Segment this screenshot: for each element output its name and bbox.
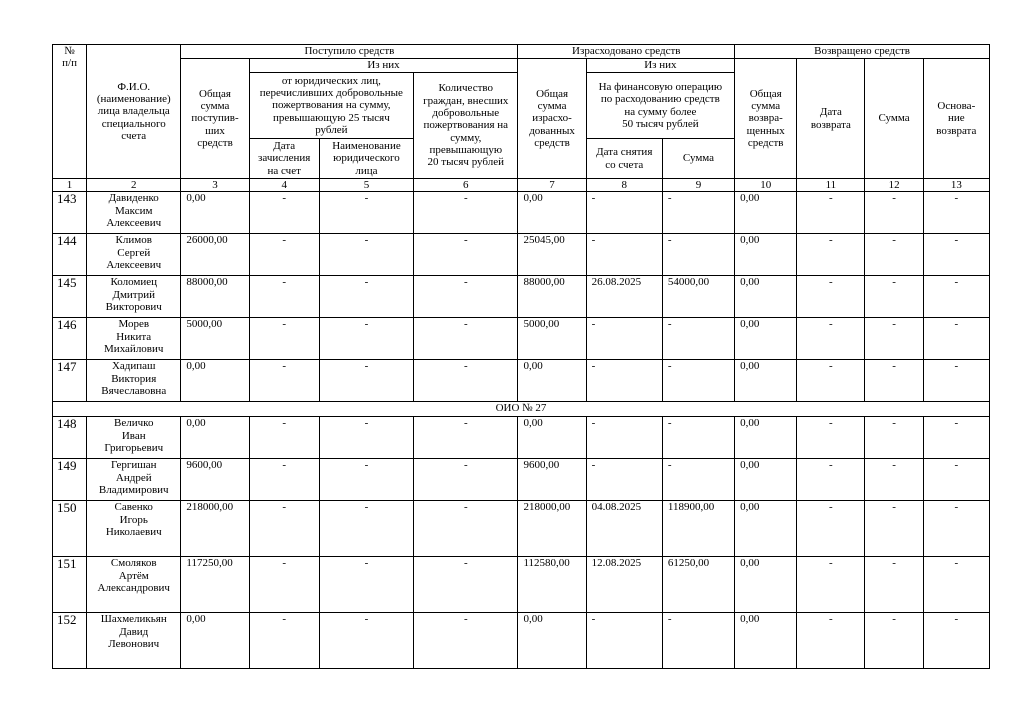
withdraw-date-cell: 04.08.2025: [586, 501, 662, 557]
spent-total-cell: 9600,00: [518, 459, 586, 501]
return-reason-cell: -: [923, 613, 989, 669]
received-total-cell: 5000,00: [181, 318, 249, 360]
credit-date-cell: -: [249, 192, 319, 234]
return-date-cell: -: [797, 501, 865, 557]
withdraw-date-cell: -: [586, 360, 662, 402]
credit-date-cell: -: [249, 276, 319, 318]
header-spent-of-them: Из них: [586, 59, 734, 73]
returned-total-cell: 0,00: [735, 557, 797, 613]
header-fio: Ф.И.О. (наименование) лица владельца специального счета: [87, 45, 181, 179]
header-return-reason: Основа- ние возврата: [923, 59, 989, 179]
received-total-cell: 117250,00: [181, 557, 249, 613]
withdraw-date-cell: 12.08.2025: [586, 557, 662, 613]
header-returned: Возвращено средств: [735, 45, 990, 59]
row-number-cell: 146: [53, 318, 87, 360]
spent-total-cell: 112580,00: [518, 557, 586, 613]
legal-entity-name-cell: -: [319, 360, 413, 402]
column-number: 2: [87, 179, 181, 192]
table-row: [53, 417, 990, 459]
spent-amount-cell: -: [662, 360, 734, 402]
return-amount-cell: -: [865, 318, 923, 360]
spent-amount-cell: -: [662, 417, 734, 459]
legal-entity-name-cell: -: [319, 234, 413, 276]
header-received-total: Общая сумма поступив- ших средств: [181, 59, 249, 179]
row-number-cell: 147: [53, 360, 87, 402]
column-number: 12: [865, 179, 923, 192]
returned-total-cell: 0,00: [735, 459, 797, 501]
returned-total-cell: 0,00: [735, 234, 797, 276]
table-row: [53, 276, 990, 318]
legal-entity-name-cell: -: [319, 557, 413, 613]
table-row: [53, 557, 990, 613]
withdraw-date-cell: -: [586, 234, 662, 276]
holder-name-cell: Давиденко Максим Алексеевич: [87, 192, 181, 234]
column-number: 6: [414, 179, 518, 192]
received-total-cell: 88000,00: [181, 276, 249, 318]
holder-name-cell: Савенко Игорь Николаевич: [87, 501, 181, 557]
returned-total-cell: 0,00: [735, 192, 797, 234]
legal-entity-name-cell: -: [319, 417, 413, 459]
return-amount-cell: -: [865, 234, 923, 276]
column-number: 13: [923, 179, 989, 192]
header-return-amount: Сумма: [865, 59, 923, 179]
header-received-of-them: Из них: [249, 59, 518, 73]
spent-total-cell: 0,00: [518, 360, 586, 402]
spent-total-cell: 0,00: [518, 417, 586, 459]
returned-total-cell: 0,00: [735, 360, 797, 402]
column-number: 3: [181, 179, 249, 192]
citizens-count-cell: -: [414, 501, 518, 557]
legal-entity-name-cell: -: [319, 501, 413, 557]
return-date-cell: -: [797, 459, 865, 501]
spent-amount-cell: -: [662, 234, 734, 276]
credit-date-cell: -: [249, 318, 319, 360]
column-number: 4: [249, 179, 319, 192]
return-date-cell: -: [797, 192, 865, 234]
withdraw-date-cell: -: [586, 459, 662, 501]
return-reason-cell: -: [923, 459, 989, 501]
return-amount-cell: -: [865, 360, 923, 402]
column-number: 5: [319, 179, 413, 192]
header-return-date: Дата возврата: [797, 59, 865, 179]
header-legal-entities: от юридических лиц, перечисливших добровольные пожертвования на сумму, превышающую 25 тысяч рублей: [249, 73, 414, 139]
return-date-cell: -: [797, 318, 865, 360]
legal-entity-name-cell: -: [319, 276, 413, 318]
return-amount-cell: -: [865, 459, 923, 501]
credit-date-cell: -: [249, 360, 319, 402]
return-amount-cell: -: [865, 501, 923, 557]
table-row: [53, 459, 990, 501]
returned-total-cell: 0,00: [735, 613, 797, 669]
row-number-cell: 144: [53, 234, 87, 276]
received-total-cell: 0,00: [181, 360, 249, 402]
holder-name-cell: Величко Иван Григорьевич: [87, 417, 181, 459]
header-withdraw-date: Дата снятия со счета: [586, 139, 662, 179]
return-date-cell: -: [797, 613, 865, 669]
received-total-cell: 9600,00: [181, 459, 249, 501]
row-number-cell: 143: [53, 192, 87, 234]
spent-total-cell: 88000,00: [518, 276, 586, 318]
header-returned-total: Общая сумма возвра- щенных средств: [735, 59, 797, 179]
return-amount-cell: -: [865, 557, 923, 613]
received-total-cell: 218000,00: [181, 501, 249, 557]
column-number: 8: [586, 179, 662, 192]
holder-name-cell: Морев Никита Михайлович: [87, 318, 181, 360]
column-number: 11: [797, 179, 865, 192]
spent-amount-cell: -: [662, 459, 734, 501]
table-row: [53, 613, 990, 669]
holder-name-cell: Хадипаш Виктория Вячеславовна: [87, 360, 181, 402]
citizens-count-cell: -: [414, 557, 518, 613]
row-number-cell: 149: [53, 459, 87, 501]
return-reason-cell: -: [923, 318, 989, 360]
return-date-cell: -: [797, 417, 865, 459]
header-number: № п/п: [53, 45, 87, 179]
spent-amount-cell: -: [662, 318, 734, 360]
holder-name-cell: Коломиец Дмитрий Викторович: [87, 276, 181, 318]
spent-total-cell: 218000,00: [518, 501, 586, 557]
returned-total-cell: 0,00: [735, 276, 797, 318]
return-date-cell: -: [797, 360, 865, 402]
return-reason-cell: -: [923, 234, 989, 276]
citizens-count-cell: -: [414, 276, 518, 318]
header-citizens-count: Количество граждан, внесших добровольные пожертвования на сумму, превышающую 20 тысяч рублей: [414, 73, 518, 179]
header-credit-date: Дата зачисления на счет: [249, 139, 319, 179]
returned-total-cell: 0,00: [735, 501, 797, 557]
legal-entity-name-cell: -: [319, 613, 413, 669]
credit-date-cell: -: [249, 234, 319, 276]
legal-entity-name-cell: -: [319, 318, 413, 360]
column-number: 10: [735, 179, 797, 192]
credit-date-cell: -: [249, 613, 319, 669]
legal-entity-name-cell: -: [319, 192, 413, 234]
citizens-count-cell: -: [414, 318, 518, 360]
spent-amount-cell: 61250,00: [662, 557, 734, 613]
column-number: 1: [53, 179, 87, 192]
returned-total-cell: 0,00: [735, 318, 797, 360]
credit-date-cell: -: [249, 417, 319, 459]
header-legal-name: Наименование юридического лица: [319, 139, 413, 179]
citizens-count-cell: -: [414, 234, 518, 276]
received-total-cell: 0,00: [181, 192, 249, 234]
table-row: [53, 360, 990, 402]
spent-amount-cell: 118900,00: [662, 501, 734, 557]
row-number-cell: 152: [53, 613, 87, 669]
return-reason-cell: -: [923, 557, 989, 613]
header-spent-amount: Сумма: [662, 139, 734, 179]
return-reason-cell: -: [923, 417, 989, 459]
row-number-cell: 151: [53, 557, 87, 613]
spent-total-cell: 25045,00: [518, 234, 586, 276]
spent-amount-cell: -: [662, 192, 734, 234]
withdraw-date-cell: -: [586, 417, 662, 459]
withdraw-date-cell: 26.08.2025: [586, 276, 662, 318]
return-amount-cell: -: [865, 613, 923, 669]
received-total-cell: 0,00: [181, 613, 249, 669]
credit-date-cell: -: [249, 501, 319, 557]
citizens-count-cell: -: [414, 613, 518, 669]
return-amount-cell: -: [865, 192, 923, 234]
return-amount-cell: -: [865, 276, 923, 318]
citizens-count-cell: -: [414, 192, 518, 234]
header-spent-total: Общая сумма израсхо- дованных средств: [518, 59, 586, 179]
spent-total-cell: 5000,00: [518, 318, 586, 360]
return-date-cell: -: [797, 234, 865, 276]
column-number-row: [53, 179, 990, 192]
citizens-count-cell: -: [414, 459, 518, 501]
table-row: [53, 501, 990, 557]
column-number: 9: [662, 179, 734, 192]
withdraw-date-cell: -: [586, 192, 662, 234]
return-date-cell: -: [797, 557, 865, 613]
return-reason-cell: -: [923, 501, 989, 557]
return-reason-cell: -: [923, 192, 989, 234]
header-received: Поступило средств: [181, 45, 518, 59]
withdraw-date-cell: -: [586, 318, 662, 360]
spent-amount-cell: -: [662, 613, 734, 669]
header-spent: Израсходовано средств: [518, 45, 735, 59]
return-amount-cell: -: [865, 417, 923, 459]
citizens-count-cell: -: [414, 417, 518, 459]
legal-entity-name-cell: -: [319, 459, 413, 501]
credit-date-cell: -: [249, 557, 319, 613]
column-number: 7: [518, 179, 586, 192]
withdraw-date-cell: -: [586, 613, 662, 669]
table-row: [53, 192, 990, 234]
citizens-count-cell: -: [414, 360, 518, 402]
holder-name-cell: Гергишан Андрей Владимирович: [87, 459, 181, 501]
holder-name-cell: Шахмеликьян Давид Левонович: [87, 613, 181, 669]
credit-date-cell: -: [249, 459, 319, 501]
header-financial-operation: На финансовую операцию по расходованию средств на сумму более 50 тысяч рублей: [586, 73, 734, 139]
spent-total-cell: 0,00: [518, 613, 586, 669]
received-total-cell: 0,00: [181, 417, 249, 459]
financial-report-table: [52, 44, 990, 669]
holder-name-cell: Смоляков Артём Александрович: [87, 557, 181, 613]
return-reason-cell: -: [923, 360, 989, 402]
section-title: ОИО № 27: [53, 402, 990, 417]
spent-amount-cell: 54000,00: [662, 276, 734, 318]
table-row: [53, 234, 990, 276]
return-date-cell: -: [797, 276, 865, 318]
row-number-cell: 148: [53, 417, 87, 459]
returned-total-cell: 0,00: [735, 417, 797, 459]
return-reason-cell: -: [923, 276, 989, 318]
spent-total-cell: 0,00: [518, 192, 586, 234]
received-total-cell: 26000,00: [181, 234, 249, 276]
table-row: [53, 318, 990, 360]
row-number-cell: 145: [53, 276, 87, 318]
row-number-cell: 150: [53, 501, 87, 557]
holder-name-cell: Климов Сергей Алексеевич: [87, 234, 181, 276]
